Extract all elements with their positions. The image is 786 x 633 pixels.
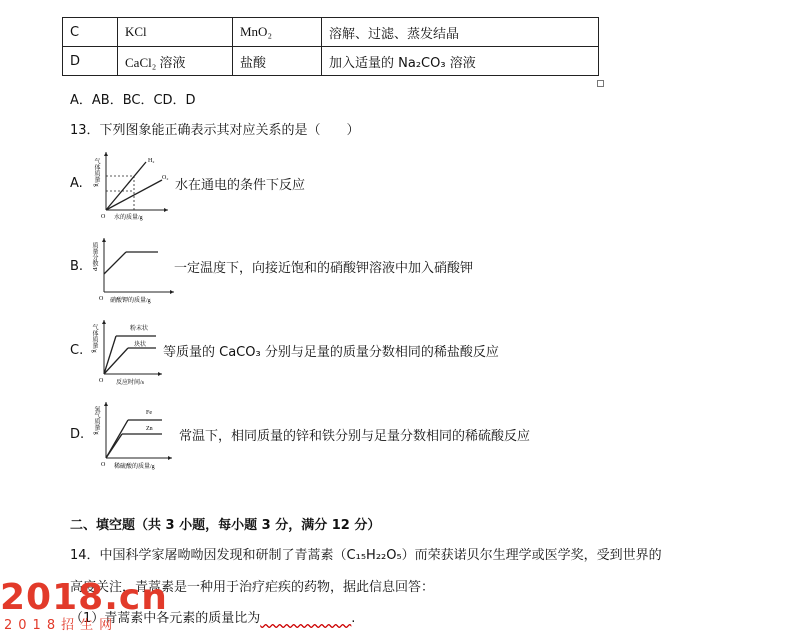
q14-line2: 高度关注，青蒿素是一种用于治疗疟疾的药物，据此信息回答： (70, 580, 435, 595)
series-label: Fe (146, 410, 152, 416)
table-cell: KCl (118, 18, 233, 47)
series-label: H₂ (148, 158, 155, 164)
origin-label: O (101, 214, 106, 220)
y-axis-label: 气体质量/g (93, 158, 99, 187)
watermark-caption: 2018招生网 (4, 618, 119, 633)
graph-d (94, 398, 176, 472)
graph-c (91, 316, 166, 388)
answer-blank (260, 611, 351, 626)
y-axis-label: 氢气质量/g (93, 406, 99, 435)
section-title: 二、填空题（共 3 小题，每小题 3 分，满分 12 分） (70, 518, 381, 533)
origin-label: O (99, 378, 104, 384)
table-row (63, 47, 599, 76)
option-b-letter: B. (70, 259, 84, 274)
q14-sub1-text: （1）青蒿素中各元素的质量比为 (70, 611, 261, 626)
watermark-logo: 2018.cn (0, 577, 168, 618)
q12-answer-choices: A．AB．BC．CD．D (70, 93, 196, 108)
option-c-text: 等质量的 CaCO₃ 分别与足量的质量分数相同的稀盐酸反应 (163, 345, 499, 360)
graph-b (92, 234, 178, 306)
series-label: O₂ (162, 175, 169, 181)
table-cell: D (63, 47, 118, 76)
table-cell: CaCl₂ 溶液 (118, 47, 233, 76)
series-label: Zn (146, 426, 153, 432)
table-cell: MnO₂ (233, 18, 322, 47)
graph-a (93, 148, 172, 224)
x-axis-label: 反应时间/s (116, 380, 145, 386)
origin-label: O (101, 462, 106, 468)
q14-sub1-end: . (351, 611, 356, 626)
table-cell: 溶解、过滤、蒸发结晶 (322, 18, 599, 47)
x-axis-label: 稀硫酸的质量/g (114, 464, 155, 470)
x-axis-label: 硝酸钾的质量/g (110, 298, 151, 304)
q13-stem: 13．下列图象能正确表示其对应关系的是（ ） (70, 123, 360, 138)
option-c-letter: C. (70, 343, 84, 358)
options-table (62, 17, 599, 76)
option-a-letter: A. (70, 176, 83, 191)
origin-label: O (99, 296, 104, 302)
x-axis-label: 水的质量/g (114, 215, 143, 221)
q14-line1: 14．中国科学家屠呦呦因发现和研制了青蒿素（C₁₅H₂₂O₅）而荣获诺贝尔生理学或医学奖，受到世界的 (70, 548, 662, 563)
series-label: 粉末状 (130, 326, 149, 332)
table-cell: 加入适量的 Na₂CO₃ 溶液 (322, 47, 599, 76)
option-d-text: 常温下，相同质量的锌和铁分别与足量分数相同的稀硫酸反应 (179, 429, 531, 444)
table-cell: 盐酸 (233, 47, 322, 76)
table-cell: C (63, 18, 118, 47)
option-b-text: 一定温度下，向接近饱和的硝酸钾溶液中加入硝酸钾 (174, 261, 474, 276)
table-resize-handle[interactable] (597, 80, 604, 87)
option-a-text: 水在通电的条件下反应 (175, 178, 306, 193)
y-axis-label: 质量分数/P (91, 242, 97, 272)
y-axis-label: 气体质量/g (91, 324, 97, 353)
option-d-letter: D. (70, 427, 85, 442)
table-row (63, 18, 599, 47)
series-label: 块状 (134, 342, 147, 348)
